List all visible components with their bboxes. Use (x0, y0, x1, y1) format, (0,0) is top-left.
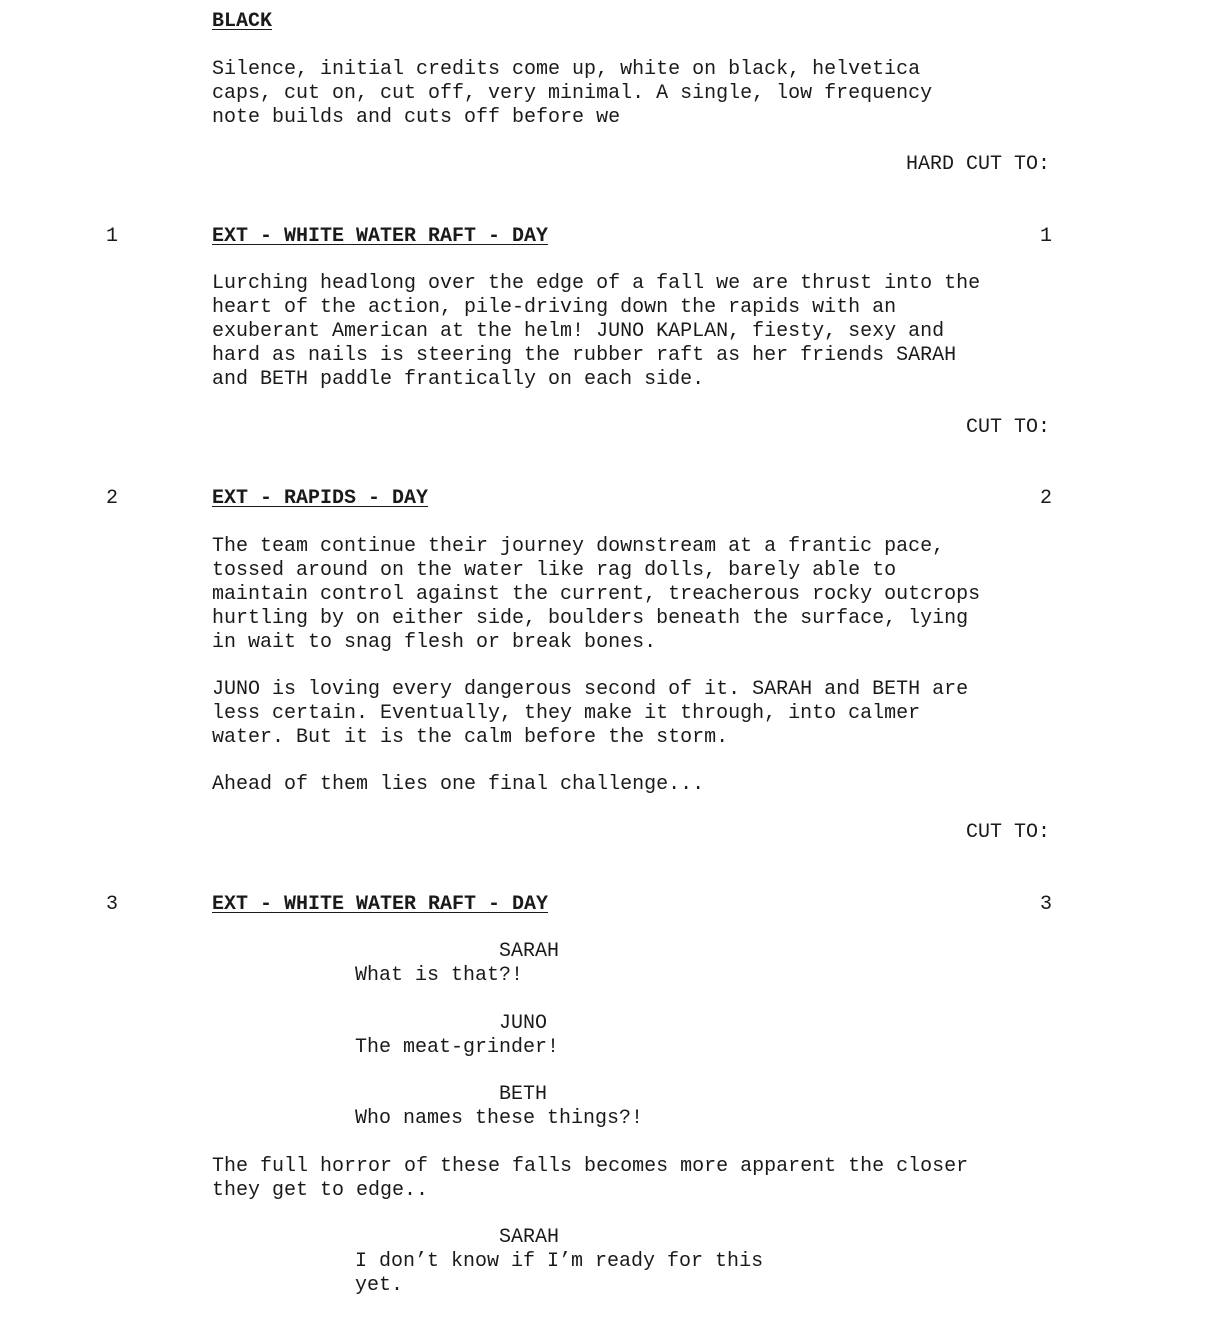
action-scene-2-paragraph-2: JUNO is loving every dangerous second of it. SARAH and BETH are less certain. Eventually, they make it through, into calmer water. But it is the calm before the storm. (212, 678, 969, 749)
dialogue-line: I don’t know if I’m ready for this yet. (355, 1250, 764, 1297)
dialogue-line: The meat-grinder! (355, 1036, 560, 1059)
transition-cut-to: CUT TO: (965, 821, 1050, 844)
scene-number-right: 3 (1040, 893, 1053, 916)
character-name: SARAH (499, 940, 560, 963)
scene-number-right: 1 (1040, 225, 1053, 248)
action-opening: Silence, initial credits come up, white on black, helvetica caps, cut on, cut off, very minimal. A single, low frequency note builds and cuts off before we (212, 58, 933, 129)
transition-hard-cut: HARD CUT TO: (905, 153, 1050, 176)
scene-number-left: 2 (106, 487, 119, 510)
scene-heading: EXT - WHITE WATER RAFT - DAY (212, 893, 549, 916)
action-scene-1: Lurching headlong over the edge of a fall we are thrust into the heart of the action, pile-driving down the rapids with an exuberant American at the helm! JUNO KAPLAN, fiesty, sexy and hard as nails is steering the rubber raft as her friends SARAH and BETH paddle frantically on each side. (212, 272, 981, 391)
character-name: SARAH (499, 1226, 560, 1249)
scene-number-left: 1 (106, 225, 119, 248)
character-name: BETH (499, 1083, 548, 1106)
character-name: JUNO (499, 1012, 548, 1035)
scene-heading-black: BLACK (212, 10, 273, 33)
transition-cut-to: CUT TO: (965, 416, 1050, 439)
scene-number-left: 3 (106, 893, 119, 916)
action-scene-2-paragraph-1: The team continue their journey downstream at a frantic pace, tossed around on the water like rag dolls, barely able to maintain control against the current, treacherous rocky outcrops hurtling by on either side, boulders beneath the surface, lying in wait to snag flesh or break bones. (212, 535, 981, 654)
scene-heading: EXT - WHITE WATER RAFT - DAY (212, 225, 549, 248)
scene-heading: EXT - RAPIDS - DAY (212, 487, 429, 510)
action-scene-3: The full horror of these falls becomes more apparent the closer they get to edge.. (212, 1155, 969, 1202)
action-scene-2-paragraph-3: Ahead of them lies one final challenge... (212, 773, 705, 796)
scene-number-right: 2 (1040, 487, 1053, 510)
dialogue-line: What is that?! (355, 964, 524, 987)
dialogue-line: Who names these things?! (355, 1107, 644, 1130)
